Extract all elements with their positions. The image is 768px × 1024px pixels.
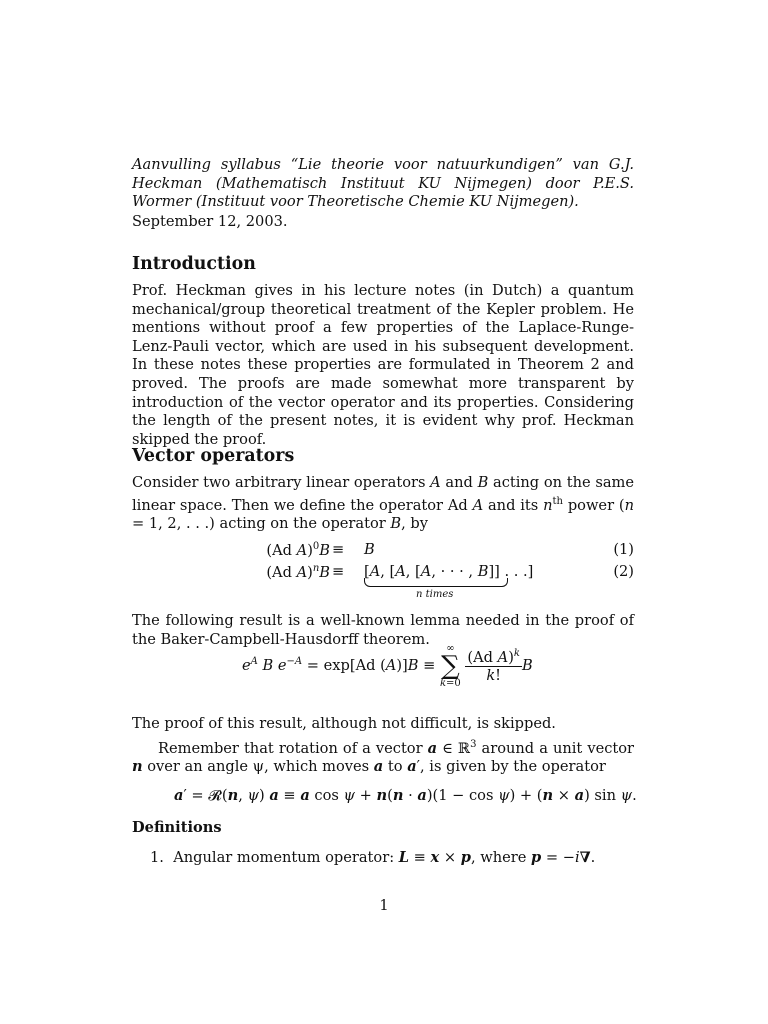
equation-2-underbrace-label: n times <box>416 589 454 600</box>
introduction-paragraph: Prof. Heckman gives in his lecture notes (in Dutch) a quantum mechanical/group theoretical treatment of the Kepler problem. He mentions without proof a few properties of the Laplace-Runge-Lenz-Pauli vector, which are used in his subsequent development. In these notes these properties are formulated in Theorem 2 and proved. The proofs are made somewhat more transparent by introduction of the vector operator and its properties. Considering the length of the present notes, it is evident why prof. Heckman skipped the proof. <box>132 282 634 448</box>
document-date: September 12, 2003. <box>132 213 288 230</box>
lemma-paragraph: The following result is a well-known lemma needed in the proof of the Baker-Campbell-Hausdorff theorem. <box>132 612 634 648</box>
introduction-heading: Introduction <box>132 254 256 274</box>
definitions-heading: Definitions <box>132 819 222 836</box>
equation-2: (Ad A)$^n$B ≡ [A, [A, [A, · · · , B]] . . .] <box>266 563 534 581</box>
rotation-paragraph: Remember that rotation of a vector a ∈ ℝ$^3$ around a unit vector n over an angle ψ, which moves a to a′, is given by the operator <box>132 739 635 776</box>
equation-2-number: (2) <box>613 563 634 580</box>
header-attribution: Aanvulling syllabus “Lie theorie voor natuurkundigen” van G.J. Heckman (Mathematisch Instituut KU Nijmegen) door P.E.S. Wormer (Instituut voor Theoretische Chemie KU Nijmegen). <box>132 156 634 211</box>
equation-1-number: (1) <box>613 541 634 558</box>
rotation-equation: a′ = 𝓡(n, ψ) a ≡ a cos ψ + n(n · a)(1 − cos ψ) + (n × a) sin ψ. <box>174 787 637 804</box>
equation-1: (Ad A)$^0$B ≡ B <box>266 541 375 559</box>
lemma-equation: $e^A$ B $e^{-A} = \exp[Ad$ (A)]B ≡ ∞ ∑ k=0 $\frac{(Ad A)^k}{k!}$ B <box>242 643 533 689</box>
vector-operators-paragraph: Consider two arbitrary linear operators A and B acting on the same linear space. Then we define the operator Ad A and its $n^{th}$ power (n = 1, 2, . . .) acting on the operator B, by <box>132 474 634 533</box>
proof-skipped-sentence: The proof of this result, although not difficult, is skipped. <box>132 715 556 732</box>
underbrace <box>364 578 508 587</box>
vector-operators-heading: Vector operators <box>132 446 295 466</box>
page-number: 1 <box>379 897 389 914</box>
definition-item-1: 1. Angular momentum operator: L ≡ x × p, where p = −i∇. <box>150 849 596 866</box>
